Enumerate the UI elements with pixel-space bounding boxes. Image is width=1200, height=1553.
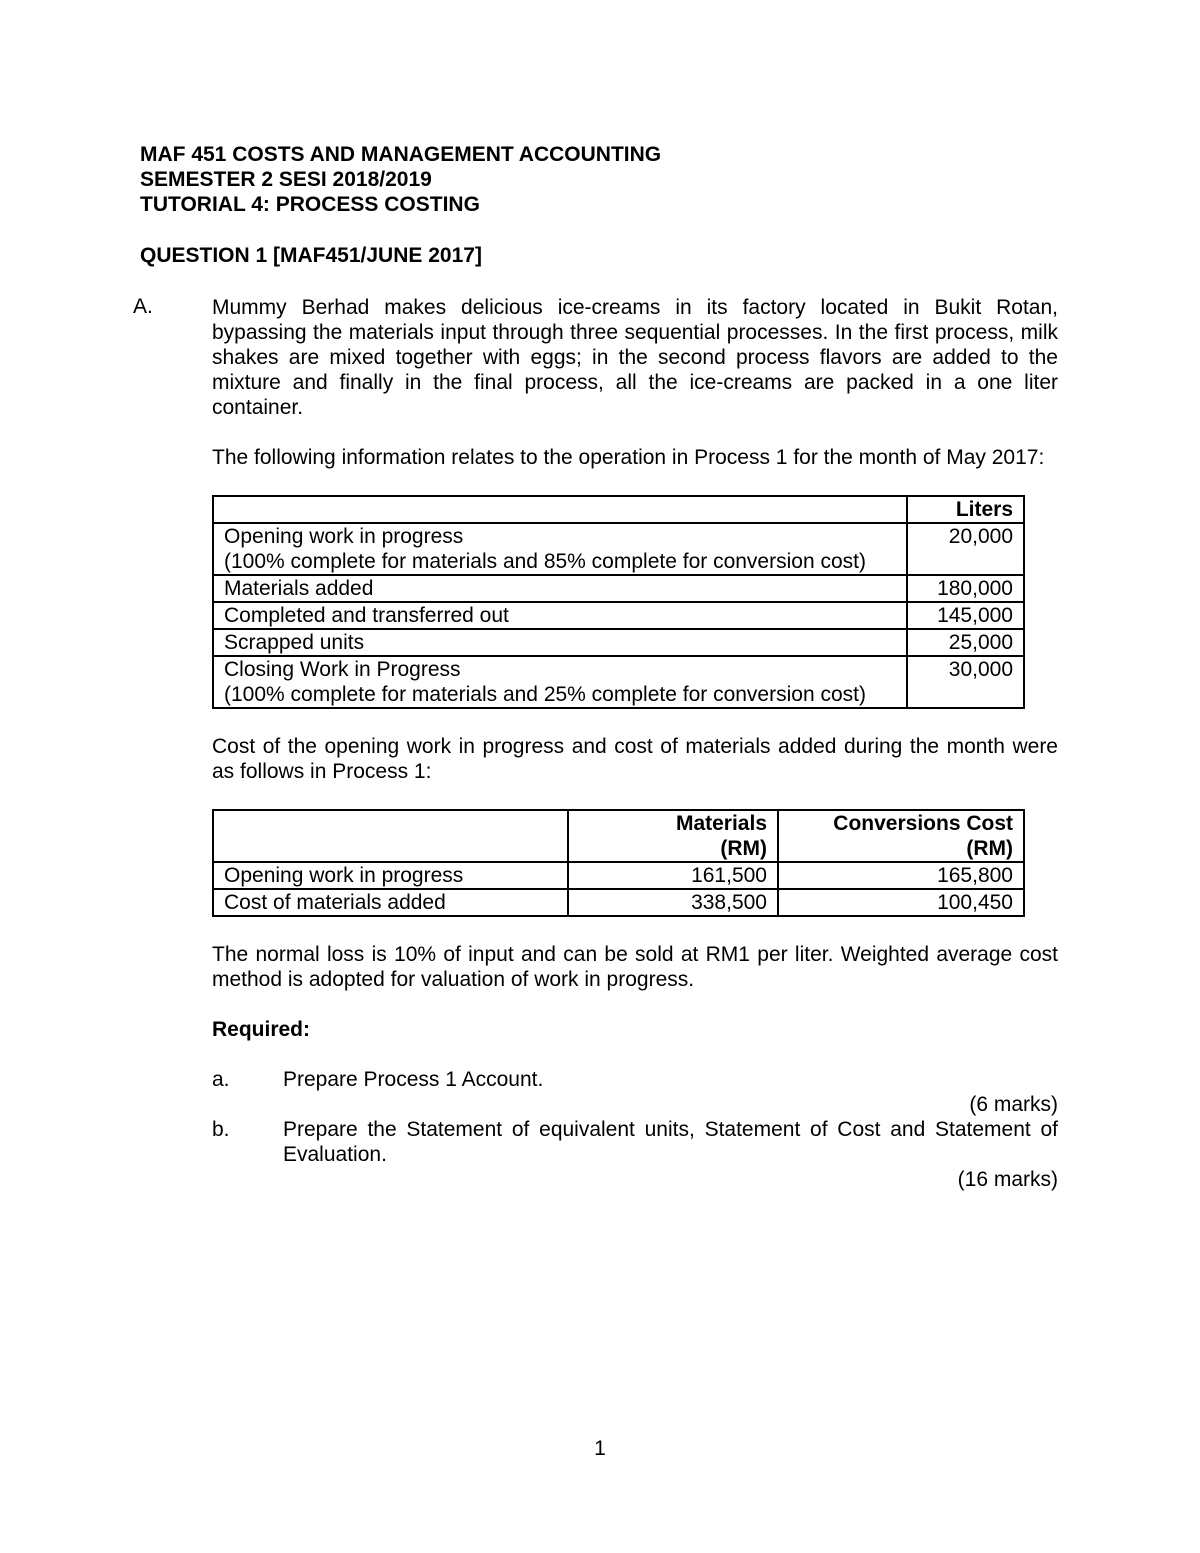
- materials-header: [568, 810, 778, 862]
- row-label-note: (100% complete for materials and 25% complete for conversion cost): [224, 683, 866, 706]
- info-paragraph: The following information relates to the operation in Process 1 for the month of May 2017:: [212, 446, 1045, 469]
- table-row: [213, 862, 1024, 889]
- cost-table: [212, 809, 1025, 917]
- row-label: [213, 523, 907, 575]
- row-value: 20,000: [907, 523, 1024, 575]
- part-label: A.: [133, 295, 153, 318]
- requirement-b: [212, 1117, 1058, 1167]
- table-row: [213, 656, 1024, 708]
- table-row: [213, 575, 1024, 602]
- row-label: Opening work in progress: [213, 862, 568, 889]
- row-label: Cost of materials added: [213, 889, 568, 916]
- cost-table-header-row: [213, 810, 1024, 862]
- requirement-letter: b.: [212, 1118, 230, 1141]
- units-table-header-row: [213, 496, 1024, 523]
- document-header: [140, 142, 661, 217]
- conversion-header-unit: (RM): [966, 837, 1013, 860]
- question-content: [212, 295, 1058, 1192]
- requirement-text: Prepare the Statement of equivalent units, Statement of Cost and Statement of Evaluation.: [283, 1118, 1058, 1166]
- conversion-header: [778, 810, 1024, 862]
- conversion-header-line: Conversions Cost: [833, 812, 1013, 835]
- materials-header-line: Materials: [675, 812, 767, 835]
- row-value: 180,000: [907, 575, 1024, 602]
- units-table-empty-header: [213, 496, 907, 523]
- normal-loss-paragraph: The normal loss is 10% of input and can be sold at RM1 per liter. Weighted average cost method is adopted for valuation of work in progress.: [212, 943, 1058, 991]
- materials-header-unit: (RM): [720, 837, 767, 860]
- page-number: 1: [594, 1437, 606, 1460]
- table-row: [213, 629, 1024, 656]
- cost-table-empty-header: [213, 810, 568, 862]
- table-row: [213, 523, 1024, 575]
- table-row: [213, 889, 1024, 916]
- tutorial-title: TUTORIAL 4: PROCESS COSTING: [140, 193, 480, 216]
- semester-line: SEMESTER 2 SESI 2018/2019: [140, 168, 432, 191]
- intro-paragraph: Mummy Berhad makes delicious ice-creams in its factory located in Bukit Rotan, bypassing the materials input through three sequential processes. In the first process, milk shakes are mixed together with eggs; in the second process flavors are added to the mixture and finally in the final process, all the ice-creams are packed in a one liter container.: [212, 296, 1058, 419]
- row-label-note: (100% complete for materials and 85% complete for conversion cost): [224, 550, 866, 573]
- conversion-value: 100,450: [778, 889, 1024, 916]
- required-label: Required:: [212, 1018, 311, 1041]
- row-label: Materials added: [213, 575, 907, 602]
- requirement-letter: a.: [212, 1068, 230, 1091]
- row-label-line: Closing Work in Progress: [224, 658, 461, 681]
- row-label-line: Opening work in progress: [224, 525, 464, 548]
- row-value: 30,000: [907, 656, 1024, 708]
- table-row: [213, 602, 1024, 629]
- row-label: Scrapped units: [213, 629, 907, 656]
- requirement-text: Prepare Process 1 Account.: [283, 1068, 544, 1091]
- units-table: [212, 495, 1025, 709]
- materials-value: 338,500: [568, 889, 778, 916]
- question-title: QUESTION 1 [MAF451/JUNE 2017]: [140, 244, 482, 267]
- row-value: 25,000: [907, 629, 1024, 656]
- course-title: MAF 451 COSTS AND MANAGEMENT ACCOUNTING: [140, 143, 662, 166]
- row-label: [213, 656, 907, 708]
- row-value: 145,000: [907, 602, 1024, 629]
- materials-value: 161,500: [568, 862, 778, 889]
- requirement-marks: (16 marks): [957, 1168, 1058, 1191]
- cost-intro-paragraph: Cost of the opening work in progress and cost of materials added during the month were as follows in Process 1:: [212, 735, 1058, 783]
- liters-header: Liters: [907, 496, 1024, 523]
- requirement-a: [212, 1067, 1058, 1092]
- conversion-value: 165,800: [778, 862, 1024, 889]
- row-label: Completed and transferred out: [213, 602, 907, 629]
- requirement-marks: (6 marks): [969, 1093, 1058, 1116]
